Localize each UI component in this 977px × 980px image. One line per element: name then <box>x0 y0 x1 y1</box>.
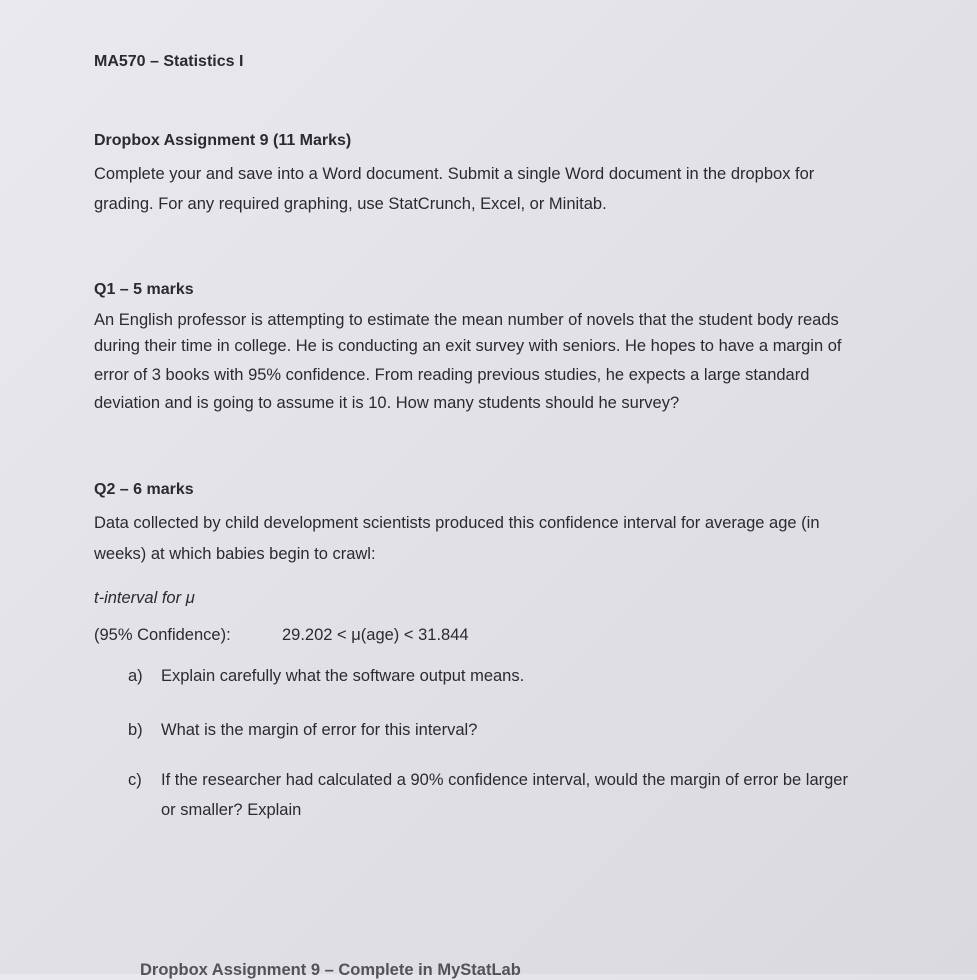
q1-text-line: An English professor is attempting to estimate the mean number of novels that the student body reads <box>94 311 839 329</box>
part-a-text: Explain carefully what the software output means. <box>161 667 525 685</box>
confidence-interval-value: 29.202 < μ(age) < 31.844 <box>282 626 469 644</box>
cutoff-next-heading: Dropbox Assignment 9 – Complete in MyStatLab <box>140 961 521 979</box>
intro-paragraph-line: Complete your and save into a Word document. Submit a single Word document in the dropbox for <box>94 165 815 183</box>
intro-paragraph-line: grading. For any required graphing, use StatCrunch, Excel, or Minitab. <box>94 195 607 213</box>
q1-text-line: deviation and is going to assume it is 10. How many students should he survey? <box>94 394 680 412</box>
q1-text-line: during their time in college. He is conducting an exit survey with seniors. He hopes to have a margin of <box>94 337 842 355</box>
q1-text-line: error of 3 books with 95% confidence. From reading previous studies, he expects a large standard <box>94 366 810 384</box>
q2-text-line: Data collected by child development scientists produced this confidence interval for average age (in <box>94 514 820 532</box>
assignment-title: Dropbox Assignment 9 (11 Marks) <box>94 132 352 149</box>
q2-text-line: weeks) at which babies begin to crawl: <box>94 545 376 563</box>
confidence-label: (95% Confidence): <box>94 626 231 644</box>
part-c-text-line: If the researcher had calculated a 90% confidence interval, would the margin of error be larger <box>161 771 848 789</box>
part-a-letter: a) <box>128 667 143 685</box>
part-c-letter: c) <box>128 771 142 789</box>
course-title: MA570 – Statistics I <box>94 53 244 70</box>
q1-heading: Q1 – 5 marks <box>94 281 194 298</box>
part-c-text-line: or smaller? Explain <box>161 801 302 819</box>
part-b-letter: b) <box>128 721 143 739</box>
t-interval-label: t-interval for μ <box>94 589 195 607</box>
part-b-text: What is the margin of error for this interval? <box>161 721 478 739</box>
q2-heading: Q2 – 6 marks <box>94 481 194 498</box>
